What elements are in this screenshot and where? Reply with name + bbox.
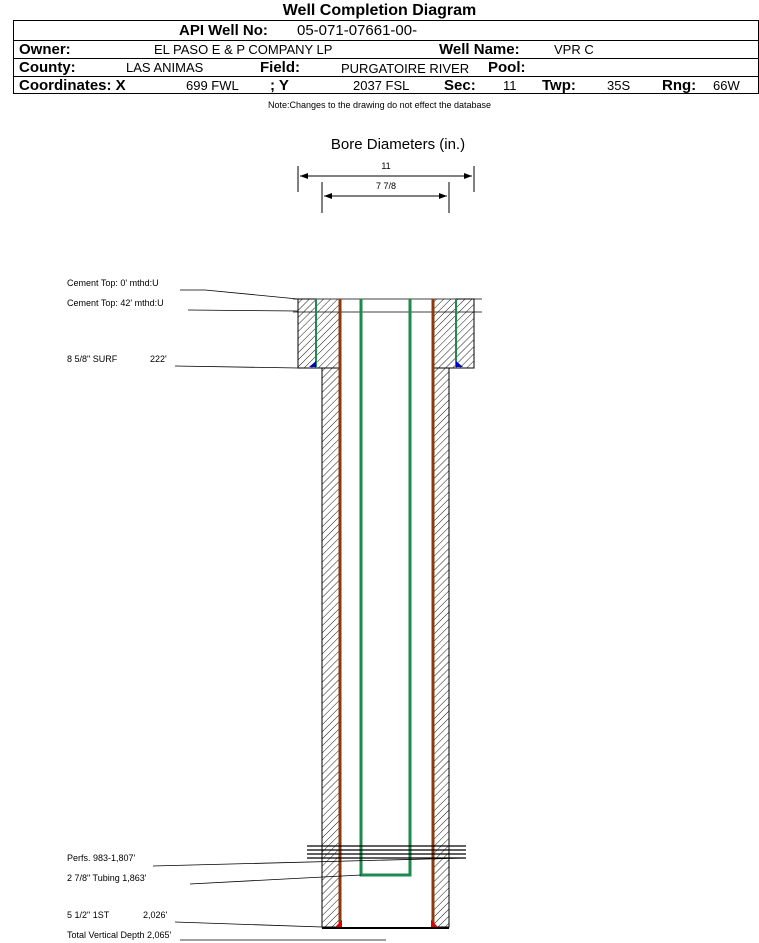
diagram-title: Well Completion Diagram — [282, 2, 477, 19]
cement-top-1-label: Cement Top: 0' mthd:U — [67, 278, 159, 288]
rng-value: 66W — [713, 78, 740, 93]
tvd-label: Total Vertical Depth 2,065' — [67, 930, 172, 940]
bore-outer-label: 11 — [381, 161, 391, 171]
production-cement-left — [322, 368, 340, 927]
bore-diameters-title: Bore Diameters (in.) — [330, 136, 466, 153]
bore-inner-label: 7 7/8 — [375, 181, 397, 191]
sec-label: Sec: — [444, 77, 476, 94]
tubing-label: 2 7/8" Tubing 1,863' — [67, 873, 147, 883]
cement-top-2-leader — [188, 310, 298, 311]
well-name-label: Well Name: — [439, 41, 520, 58]
rng-label: Rng: — [662, 77, 697, 94]
cement-top-1-leader — [180, 290, 298, 299]
field-label: Field: — [260, 59, 300, 76]
coord-y-value: 2037 FSL — [353, 78, 410, 93]
field-value: PURGATOIRE RIVER — [341, 61, 470, 76]
coord-x-value: 699 FWL — [186, 78, 239, 93]
owner-label: Owner: — [19, 41, 71, 58]
perfs-label: Perfs. 983-1,807' — [67, 853, 136, 863]
surface-cement-right-outer — [456, 299, 474, 368]
prod-casing-leader — [175, 922, 322, 927]
twp-label: Twp: — [542, 77, 576, 94]
pool-label: Pool: — [488, 59, 526, 76]
surf-casing-label: 8 5/8" SURF — [67, 354, 118, 364]
api-value: 05-071-07661-00- — [297, 22, 418, 39]
coord-y-label: ; Y — [270, 77, 289, 94]
perfs-leader — [153, 858, 466, 866]
surf-casing-leader — [175, 366, 298, 368]
api-label: API Well No: — [179, 22, 268, 39]
prod-depth-label: 2,026' — [143, 910, 168, 920]
county-value: LAS ANIMAS — [126, 60, 204, 75]
surf-depth-label: 222' — [150, 354, 167, 364]
cement-top-2-label: Cement Top: 42' mthd:U — [67, 298, 164, 308]
surface-cement-right-inner — [433, 299, 456, 368]
coord-x-label: Coordinates: X — [19, 77, 126, 94]
sec-value: 11 — [503, 78, 517, 93]
database-note: Note:Changes to the drawing do not effect the database — [268, 100, 491, 110]
owner-value: EL PASO E & P COMPANY LP — [154, 42, 333, 57]
surface-cement-left-outer — [298, 299, 316, 368]
surface-cement-left-inner — [316, 299, 340, 368]
tubing-string — [361, 299, 410, 875]
twp-value: 35S — [607, 78, 631, 93]
well-name-value: VPR C — [554, 42, 594, 57]
county-label: County: — [19, 59, 76, 76]
prod-casing-label: 5 1/2" 1ST — [67, 910, 110, 920]
production-cement-right — [433, 368, 449, 927]
